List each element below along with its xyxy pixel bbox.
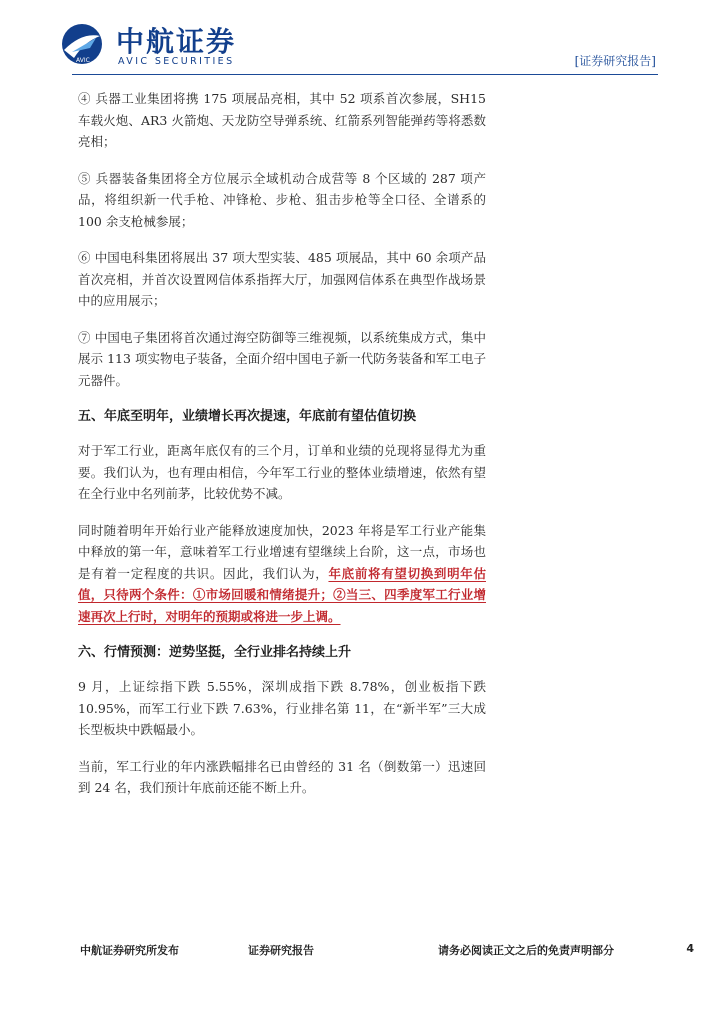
footer-disclaimer: 请务必阅读正文之后的免责声明部分: [438, 944, 614, 957]
report-type-tag: [证券研究报告]: [574, 54, 656, 68]
avic-logo-icon: [60, 22, 104, 66]
report-body: [78, 88, 486, 814]
footer-publisher: 中航证券研究所发布: [80, 944, 179, 957]
paragraph-market-performance: 9 月，上证综指下跌 5.55%，深圳成指下跌 8.78%，创业板指下跌 10.95%，而军工行业下跌 7.63%，行业排名第 11，在“新半军”三大成长型板块中跌幅最小。: [78, 679, 486, 737]
page-number: 4: [686, 942, 694, 955]
footer-report-type: 证券研究报告: [248, 944, 314, 957]
section-heading-6: 六、行情预测：逆势坚挺，全行业排名持续上升: [78, 645, 352, 660]
paragraph-item-7: ⑦ 中国电子集团将首次通过海空防御等三维视频，以系统集成方式，集中展示 113 项实物电子装备，全面介绍中国电子新一代防务装备和军工电子元器件。: [78, 329, 486, 388]
svg-text:AVIC: AVIC: [76, 57, 90, 64]
paragraph-valuation-switch: [78, 520, 486, 628]
paragraph-item-4: ④ 兵器工业集团将携 175 项展品亮相，其中 52 项系首次参展，SH15 车载火炮、AR3 火箭炮、天龙防空导弹系统、红箭系列智能弹药等将悉数亮相；: [78, 91, 486, 149]
paragraph-valuation-text: 同时随着明年开始行业产能释放速度加快，2023 年将是军工行业产能集中释放的第一年，意味着军工行业增速有望继续上台阶，这一点，市场也是有着一定程度的共识。因此，我们认为，: [78, 522, 486, 581]
logo-english-name: AVIC SECURITIES: [118, 56, 235, 67]
page-footer: [80, 942, 694, 958]
header-divider: [72, 74, 658, 75]
highlighted-conclusion: 年底前将有望切换到明年估值，只待两个条件：①市场回暖和情绪提升；②当三、四季度军工行业增速再次上行时，对明年的预期或将进一步上调。: [78, 565, 486, 624]
company-logo: [60, 18, 260, 72]
paragraph-item-5: ⑤ 兵器装备集团将全方位展示全域机动合成营等 8 个区域的 287 项产品，将组织新一代手枪、冲锋枪、步枪、狙击步枪等全口径、全谱系的 100 余支枪械参展；: [78, 170, 486, 229]
page-header: [0, 0, 724, 90]
logo-chinese-name: 中航证券: [116, 25, 237, 58]
paragraph-ranking: 当前，军工行业的年内涨跌幅排名已由曾经的 31 名（倒数第一）迅速回到 24 名，我们预计年底前还能不断上升。: [78, 758, 486, 795]
paragraph-industry-outlook: 对于军工行业，距离年底仅有的三个月，订单和业绩的兑现将显得尤为重要。我们认为，也有理由相信，今年军工行业的整体业绩增速，依然有望在全行业中名列前茅，比较优势不减。: [78, 443, 486, 501]
paragraph-item-6: ⑥ 中国电科集团将展出 37 项大型实装、485 项展品，其中 60 余项产品首次亮相，并首次设置网信体系指挥大厅，加强网信体系在典型作战场景中的应用展示；: [78, 250, 486, 308]
section-heading-5: 五、年底至明年，业绩增长再次提速，年底前有望估值切换: [78, 409, 417, 424]
